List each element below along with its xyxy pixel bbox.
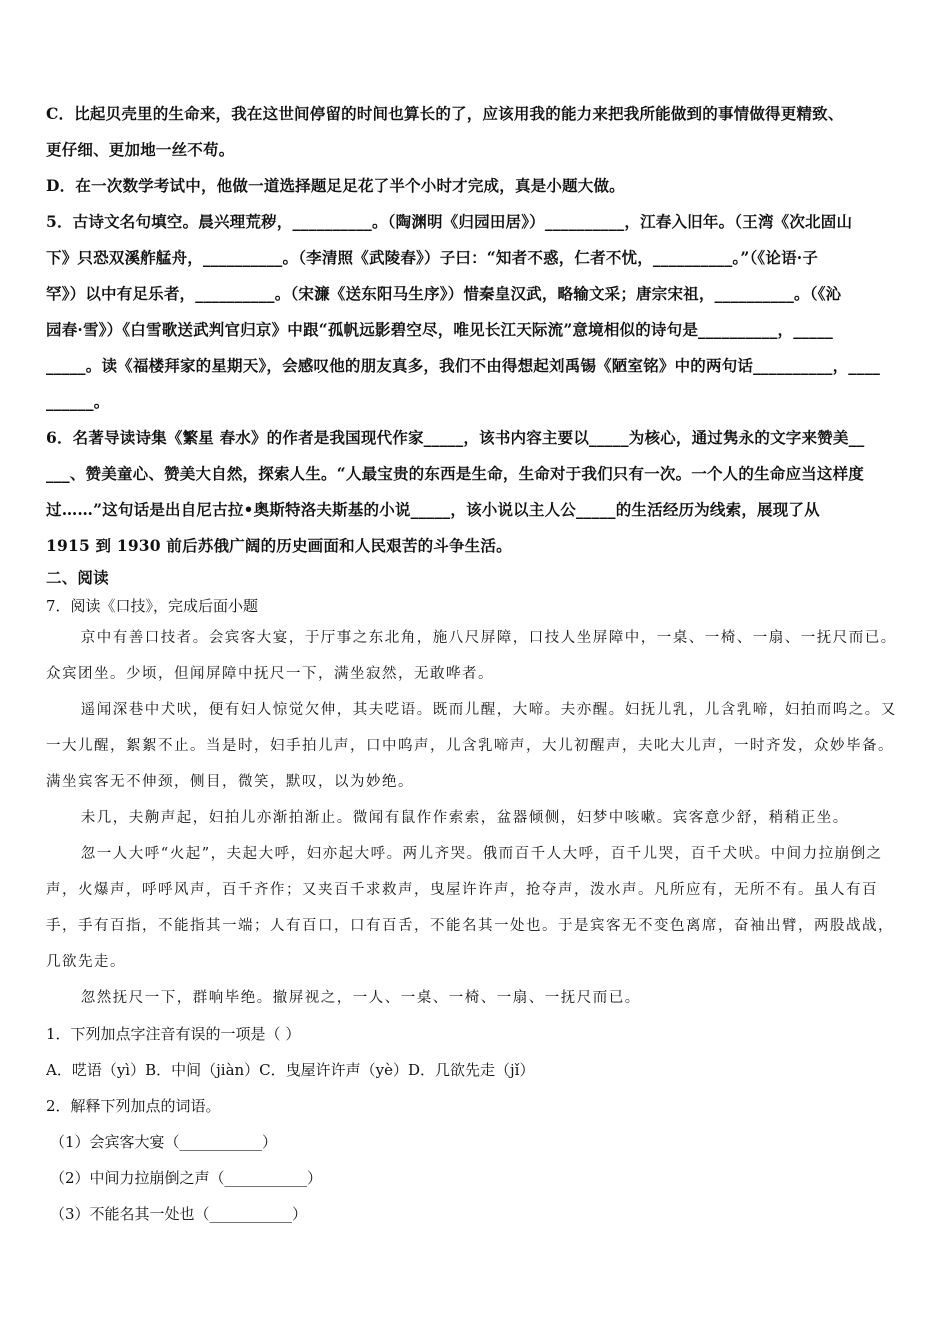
passage-kouji	[46, 620, 908, 1016]
option-c-line-1: C．比起贝壳里的生命来，我在这世间停留的时间也算长的了，应该用我的能力来把我所能做到的事情做得更精致、	[46, 104, 844, 123]
q6-line-3: 过……”这句话是出自尼古拉•奥斯特洛夫斯基的小说_____，该小说以主人公_____的生活经历为线索，展现了从	[46, 500, 820, 519]
question-2: 2．解释下列加点的词语。	[46, 1097, 221, 1115]
option-c-line-2: 更仔细、更加地一丝不苟。	[46, 140, 235, 159]
q6-line-2: ___、赞美童心、赞美大自然，探索人生。“人最宝贵的东西是生命，生命对于我们只有一次。一个人的生命应当这样度	[46, 464, 864, 483]
section-2	[46, 564, 908, 620]
q5-line-4: 园春·雪》）《白雪歌送武判官归京》中跟“孤帆远影碧空尽，唯见长江天际流”意境相似的诗句是__________，_____	[46, 320, 833, 339]
question-2-item: （1）会宾客大宴（___________）	[50, 1133, 278, 1151]
q5-line-1: 5．古诗文名句填空。晨兴理荒秽，__________。（陶渊明《归园田居》）__________，江春入旧年。（王湾《次北固山	[46, 212, 853, 231]
q5-line-2: 下》只恐双溪舴艋舟，__________。（李清照《武陵春》）子曰：“知者不惑，仁者不忧，__________。”（《论语·子	[46, 248, 819, 267]
sub-questions	[46, 1016, 908, 1232]
question-1-options: A．呓语（yì）B．中间（jiàn）C．曳屋许许声（yè）D．几欲先走（jǐ）	[46, 1061, 535, 1079]
document-page	[46, 96, 908, 1232]
q6-line-1: 6．名著导读诗集《繁星 春水》的作者是我国现代作家_____，该书内容主要以_____为核心，通过隽永的文字来赞美__	[46, 428, 865, 447]
passage-paragraph: 未几，夫齁声起，妇拍儿亦渐拍渐止。微闻有鼠作作索索，盆器倾侧，妇梦中咳嗽。宾客意少舒，稍稍正坐。	[80, 810, 849, 826]
question-2-item: （2）中间力拉崩倒之声（___________）	[50, 1169, 323, 1187]
passage-paragraph: 忽然抚尺一下，群响毕绝。撤屏视之，一人、一桌、一椅、一扇、一抚尺而已。	[80, 990, 641, 1006]
passage-paragraph: 忽一人大呼“火起”，夫起大呼，妇亦起大呼。两儿齐哭。俄而百千人大呼，百千儿哭，百千犬吠。中间力拉崩倒之声，火爆声，呼呼风声，百千齐作；又夹百千求救声，曳屋许许声，抢夺声，泼水声。凡所应有，无所不有。虽人有百手，手有百指，不能指其一端；人有百口，口有百舌，不能名其一处也。于是宾客无不变色离席，奋袖出臂，两股战战，几欲先走。	[46, 846, 894, 970]
section-heading: 二、阅读	[46, 568, 109, 587]
q6-line-4: 1915 到 1930 前后苏俄广阔的历史画面和人民艰苦的斗争生活。	[46, 536, 512, 555]
q5-line-5: _____。读《福楼拜家的星期天》，会感叹他的朋友真多，我们不由得想起刘禹锡《陋室铭》中的两句话__________，____	[46, 356, 881, 375]
q7-intro: 7．阅读《口技》，完成后面小题	[46, 597, 259, 615]
passage-paragraph: 京中有善口技者。会宾客大宴，于厅事之东北角，施八尺屏障，口技人坐屏障中，一桌、一椅、一扇、一抚尺而已。众宾团坐。少顷，但闻屏障中抚尺一下，满坐寂然，无敢哗者。	[46, 630, 897, 682]
passage-paragraph: 遥闻深巷中犬吠，便有妇人惊觉欠伸，其夫呓语。既而儿醒，大啼。夫亦醒。妇抚儿乳，儿含乳啼，妇拍而呜之。又一大儿醒，絮絮不止。当是时，妇手拍儿声，口中呜声，儿含乳啼声，大儿初醒声，夫叱大儿声，一时齐发，众妙毕备。满坐宾客无不伸颈，侧目，微笑，默叹，以为妙绝。	[46, 702, 897, 790]
question-1: 1．下列加点字注音有误的一项是（ ）	[46, 1025, 301, 1043]
q5-line-3: 罕》）以中有足乐者，__________。（宋濂《送东阳马生序》）惜秦皇汉武，略输文采；唐宗宋祖，__________。（《沁	[46, 284, 842, 303]
question-block-top	[46, 96, 908, 564]
q5-line-6: ______。	[46, 392, 110, 411]
question-2-item: （3）不能名其一处也（___________）	[50, 1205, 308, 1223]
option-d-line: D．在一次数学考试中，他做一道选择题足足花了半个小时才完成，真是小题大做。	[46, 176, 625, 195]
